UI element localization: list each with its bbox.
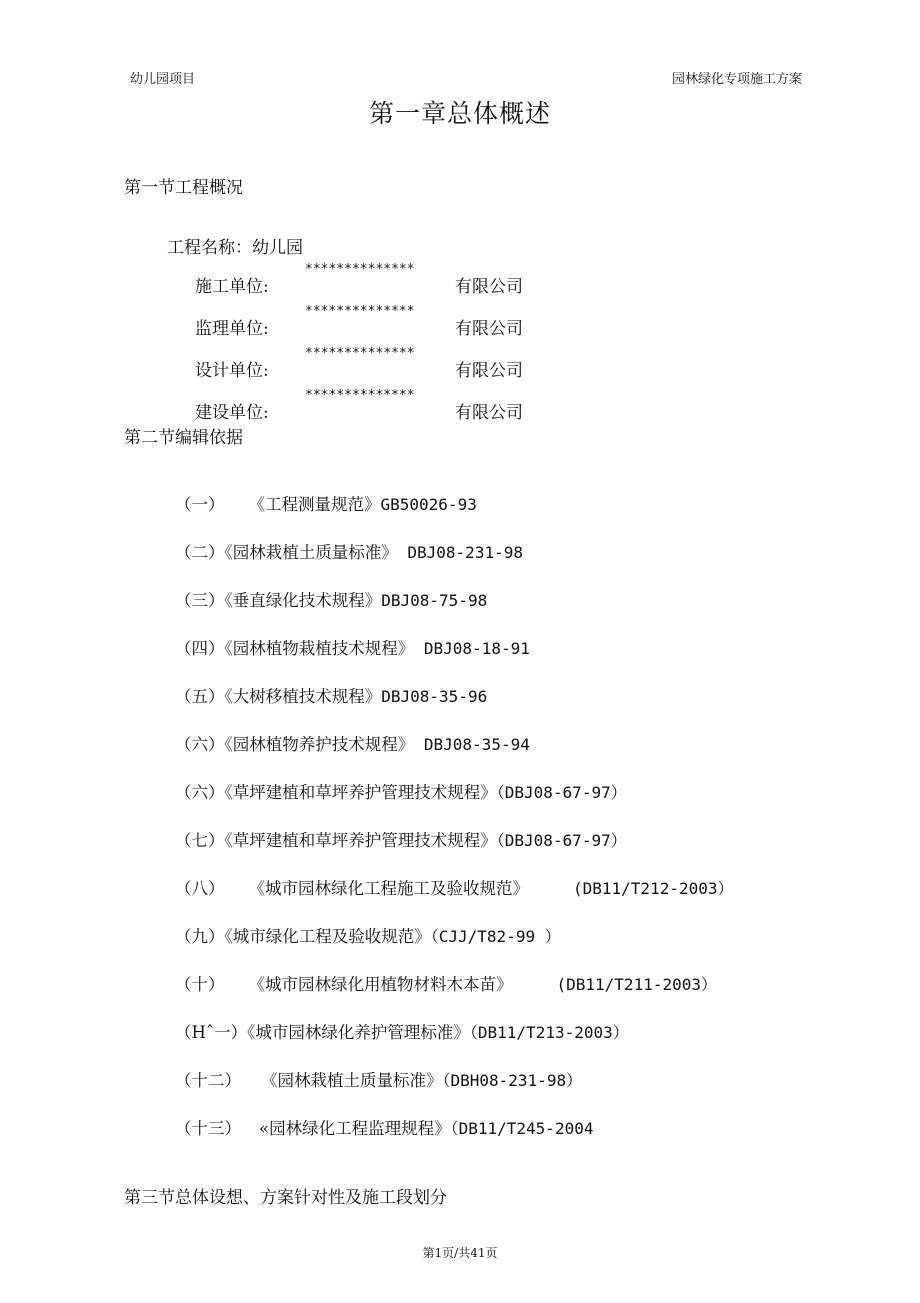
unit-company: 有限公司 xyxy=(455,403,523,423)
reference-number: （九） xyxy=(175,927,225,946)
reference-number: （三） xyxy=(175,591,225,610)
header-left: 幼儿园项目 xyxy=(130,72,196,87)
reference-number: （六） xyxy=(175,783,225,802)
reference-number: （五） xyxy=(175,687,225,706)
section-heading-2: 第二节编辑依据 xyxy=(124,428,243,448)
reference-title: «园林绿化工程监理规程》 xyxy=(259,1119,451,1138)
reference-title: 《城市绿化工程及验收规范》 xyxy=(224,927,431,946)
reference-item xyxy=(175,635,530,659)
reference-title: 《园林栽植土质量标准》 xyxy=(261,1071,443,1090)
reference-title: 《城市园林绿化工程施工及验收规范》 xyxy=(248,879,529,898)
reference-code: （CJJ/T82-99 ） xyxy=(430,927,561,946)
unit-company: 有限公司 xyxy=(455,319,523,339)
unit-mask: ************** xyxy=(305,262,415,277)
section-heading-3: 第三节总体设想、方案针对性及施工段划分 xyxy=(124,1188,447,1208)
page-title: 第一章总体概述 xyxy=(368,99,551,128)
reference-code: （DB11/T245-2004 xyxy=(450,1119,594,1138)
unit-label: 建设单位: xyxy=(195,403,269,423)
unit-mask: ************** xyxy=(305,388,415,403)
reference-title: 《垂直绿化技术规程》 xyxy=(224,591,382,610)
reference-code: DBJ08-231-98 xyxy=(397,543,523,562)
reference-code: DBJ08-18-91 xyxy=(414,639,530,658)
reference-item xyxy=(175,1067,582,1091)
reference-title: 《城市园林绿化养护管理标准》 xyxy=(247,1023,470,1042)
reference-code: （DBH08-231-98） xyxy=(442,1071,583,1090)
project-name: 工程名称：幼儿园 xyxy=(167,238,303,258)
reference-item xyxy=(175,923,561,947)
reference-number: （十三） xyxy=(175,1119,241,1138)
reference-code: （DBJ08-67-97） xyxy=(496,783,627,802)
unit-company: 有限公司 xyxy=(455,361,523,381)
reference-item xyxy=(175,683,487,707)
reference-number: （六） xyxy=(175,735,225,754)
reference-item xyxy=(175,587,487,611)
reference-item xyxy=(175,539,523,563)
reference-number: （七） xyxy=(175,831,225,850)
reference-item xyxy=(175,1115,593,1139)
reference-number: （四） xyxy=(175,639,225,658)
reference-number: （八） xyxy=(175,879,225,898)
reference-title: 《草坪建植和草坪养护管理技术规程》 xyxy=(224,783,497,802)
reference-number: （十） xyxy=(175,975,225,994)
reference-item xyxy=(175,971,717,995)
reference-title: 《工程测量规范》 xyxy=(248,495,381,514)
reference-title: 《园林植物栽植技术规程》 xyxy=(224,639,415,658)
reference-item xyxy=(175,875,734,899)
reference-title: 《城市园林绿化用植物材料木本苗》 xyxy=(248,975,513,994)
reference-item xyxy=(175,731,530,755)
reference-code: DBJ08-75-98 xyxy=(381,591,488,610)
unit-company: 有限公司 xyxy=(455,277,523,297)
page-footer: 第1页/共41页 xyxy=(422,1246,498,1260)
unit-mask: ************** xyxy=(305,346,415,361)
unit-mask: ************** xyxy=(305,304,415,319)
unit-label: 设计单位: xyxy=(195,361,269,381)
reference-item xyxy=(175,827,627,851)
reference-title: 《园林栽植土质量标准》 xyxy=(224,543,398,562)
reference-number: （Hˆ一） xyxy=(175,1023,248,1042)
header-right: 园林绿化专项施工方案 xyxy=(671,72,802,87)
reference-number: （二） xyxy=(175,543,225,562)
reference-number: （一） xyxy=(175,495,225,514)
reference-code: (DB11/T212-2003） xyxy=(573,879,734,898)
reference-title: 《园林植物养护技术规程》 xyxy=(224,735,415,754)
reference-title: 《草坪建植和草坪养护管理技术规程》 xyxy=(224,831,497,850)
section-heading-1: 第一节工程概况 xyxy=(124,178,243,198)
reference-code: (DB11/T211-2003） xyxy=(556,975,717,994)
reference-code: （DB11/T213-2003） xyxy=(469,1023,629,1042)
reference-item xyxy=(175,1019,629,1043)
reference-code: GB50026-93 xyxy=(380,495,477,514)
reference-number: （十二） xyxy=(175,1071,241,1090)
reference-code: DBJ08-35-96 xyxy=(381,687,488,706)
reference-title: 《大树移植技术规程》 xyxy=(224,687,382,706)
unit-label: 施工单位: xyxy=(195,277,269,297)
reference-item xyxy=(175,491,477,515)
reference-item xyxy=(175,779,627,803)
reference-code: （DBJ08-67-97） xyxy=(496,831,627,850)
reference-code: DBJ08-35-94 xyxy=(414,735,530,754)
unit-label: 监理单位: xyxy=(195,319,269,339)
